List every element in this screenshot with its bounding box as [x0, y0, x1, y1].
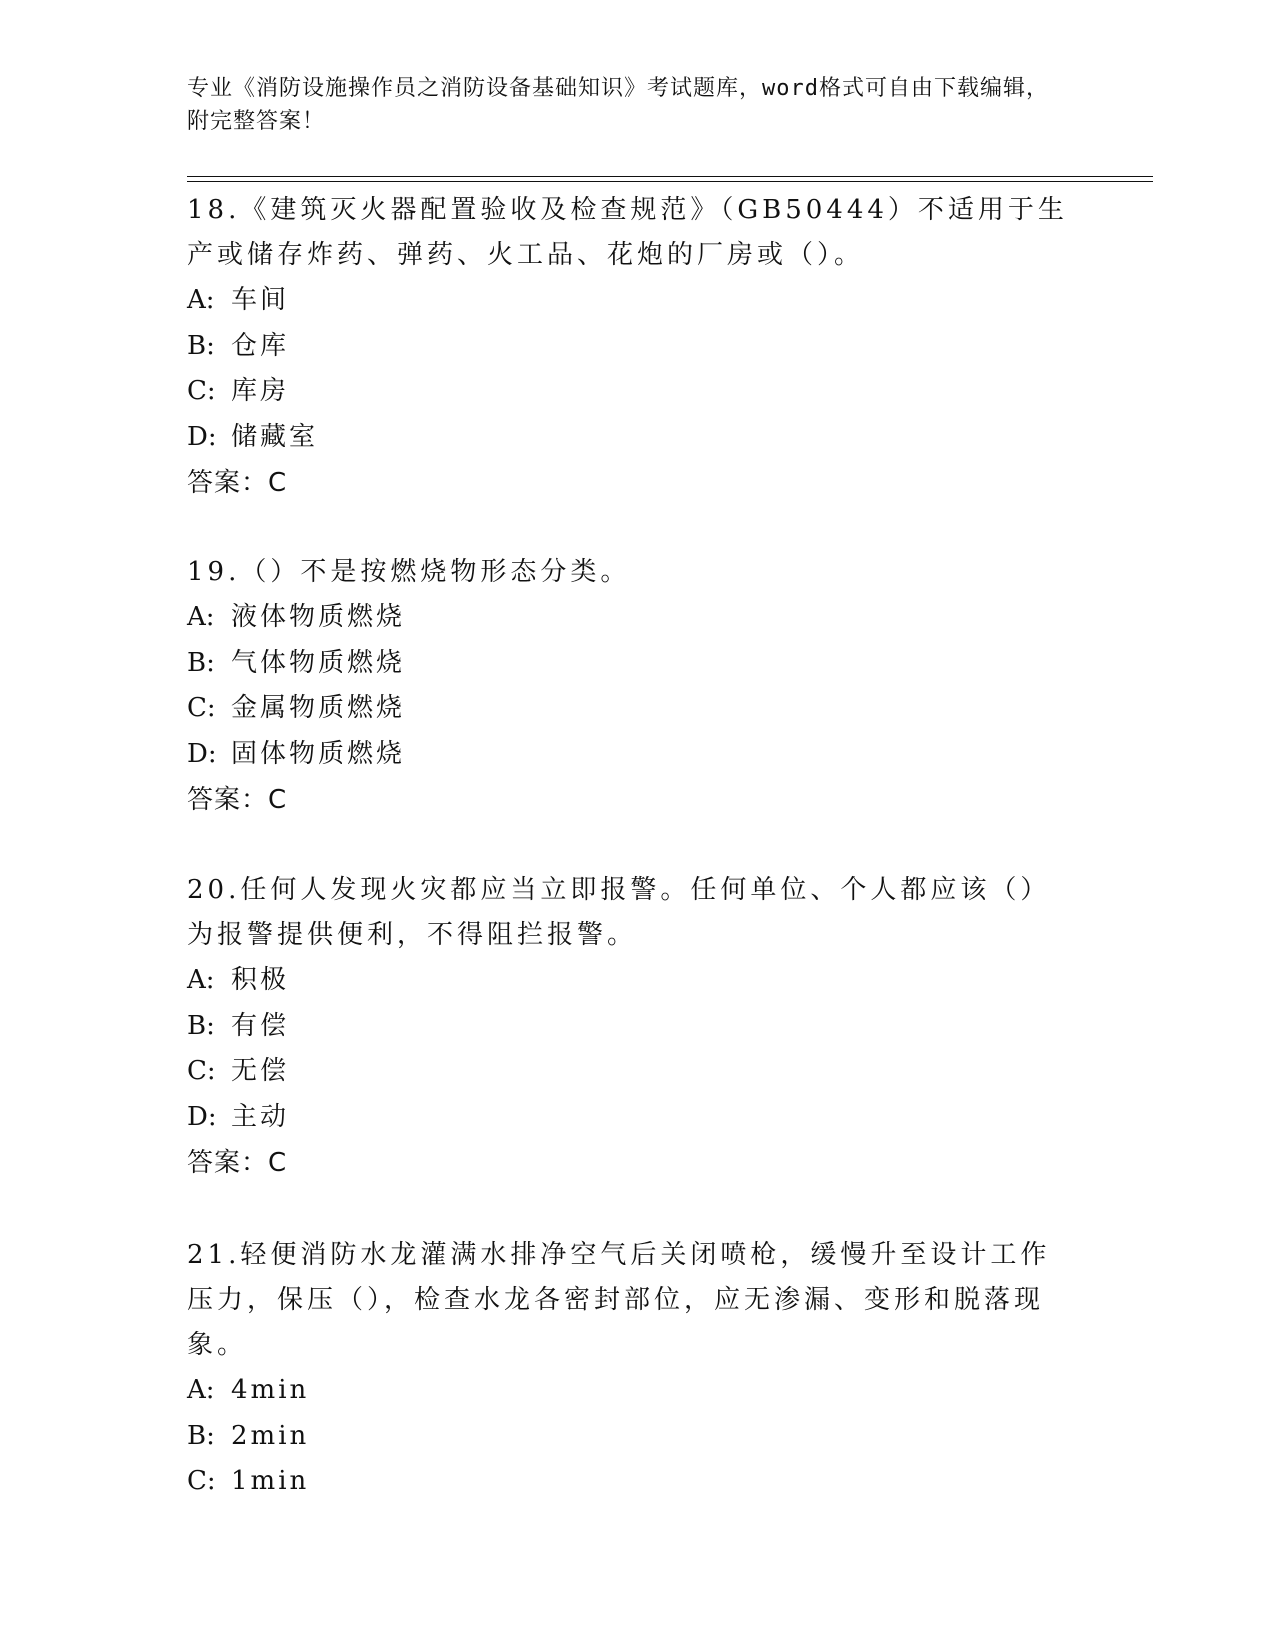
option-letter: A: [187, 1375, 215, 1405]
option-c [187, 1049, 1077, 1095]
option-text: 有偿 [231, 1010, 290, 1041]
option-letter: D: [187, 1101, 217, 1132]
option-letter: B: [187, 1420, 215, 1451]
option-text: 金属物质燃烧 [231, 693, 406, 723]
option-b [187, 1004, 1077, 1050]
option-text: 仓库 [231, 330, 290, 361]
option-text: 液体物质燃烧 [231, 602, 406, 632]
option-c [187, 686, 1077, 732]
option-c [187, 1459, 1077, 1505]
option-text: 积极 [231, 965, 290, 995]
question-stem: 20.任何人发现火灾都应当立即报警。任何单位、个人都应该（）为报警提供便利，不得阻拦报警。 [187, 875, 1051, 950]
option-text: 无偿 [231, 1056, 290, 1086]
option-text: 车间 [231, 285, 290, 315]
option-a [187, 958, 1077, 1004]
option-letter: B: [187, 330, 215, 361]
option-letter: C: [187, 1466, 216, 1496]
option-letter: C: [187, 376, 216, 406]
option-d [187, 732, 1077, 778]
option-letter: B: [187, 647, 215, 678]
answer-line: 答案：C [187, 1148, 288, 1178]
header-divider-bottom [187, 181, 1153, 182]
option-b [187, 1414, 1077, 1460]
option-text: 气体物质燃烧 [231, 647, 406, 678]
option-letter: B: [187, 1010, 215, 1041]
option-letter: A: [187, 965, 215, 995]
option-text: 1min [231, 1466, 310, 1496]
option-text: 库房 [231, 376, 290, 406]
option-letter: D: [187, 738, 217, 769]
option-text: 4min [231, 1375, 310, 1405]
option-letter: A: [187, 285, 215, 315]
question-stem: 18.《建筑灭火器配置验收及检查规范》（GB50444）不适用于生产或储存炸药、弹药、火工品、花炮的厂房或（）。 [187, 195, 1068, 270]
answer-line: 答案：C [187, 468, 288, 498]
option-b [187, 641, 1077, 687]
option-d [187, 1095, 1077, 1141]
option-b [187, 324, 1077, 370]
option-letter: A: [187, 602, 215, 632]
option-letter: D: [187, 421, 217, 452]
header-divider-top [187, 176, 1153, 177]
question-21 [187, 1233, 1077, 1505]
question-stem: 19.（）不是按燃烧物形态分类。 [187, 557, 631, 587]
option-c [187, 369, 1077, 415]
document-header-intro: 专业《消防设施操作员之消防设备基础知识》考试题库，word格式可自由下载编辑，附完整答案！ [187, 76, 1049, 134]
question-18 [187, 188, 1077, 506]
option-d [187, 415, 1077, 461]
option-text: 固体物质燃烧 [231, 738, 406, 769]
option-a [187, 1368, 1077, 1414]
question-stem: 21.轻便消防水龙灌满水排净空气后关闭喷枪，缓慢升至设计工作压力，保压（），检查水龙各密封部位，应无渗漏、变形和脱落现象。 [187, 1240, 1051, 1360]
option-a [187, 278, 1077, 324]
option-letter: C: [187, 1056, 216, 1086]
option-text: 2min [231, 1420, 310, 1451]
option-text: 储藏室 [231, 421, 319, 452]
option-letter: C: [187, 693, 216, 723]
question-19 [187, 550, 1077, 823]
option-a [187, 595, 1077, 641]
option-text: 主动 [231, 1101, 290, 1132]
question-20 [187, 868, 1077, 1186]
answer-line: 答案：C [187, 785, 288, 815]
